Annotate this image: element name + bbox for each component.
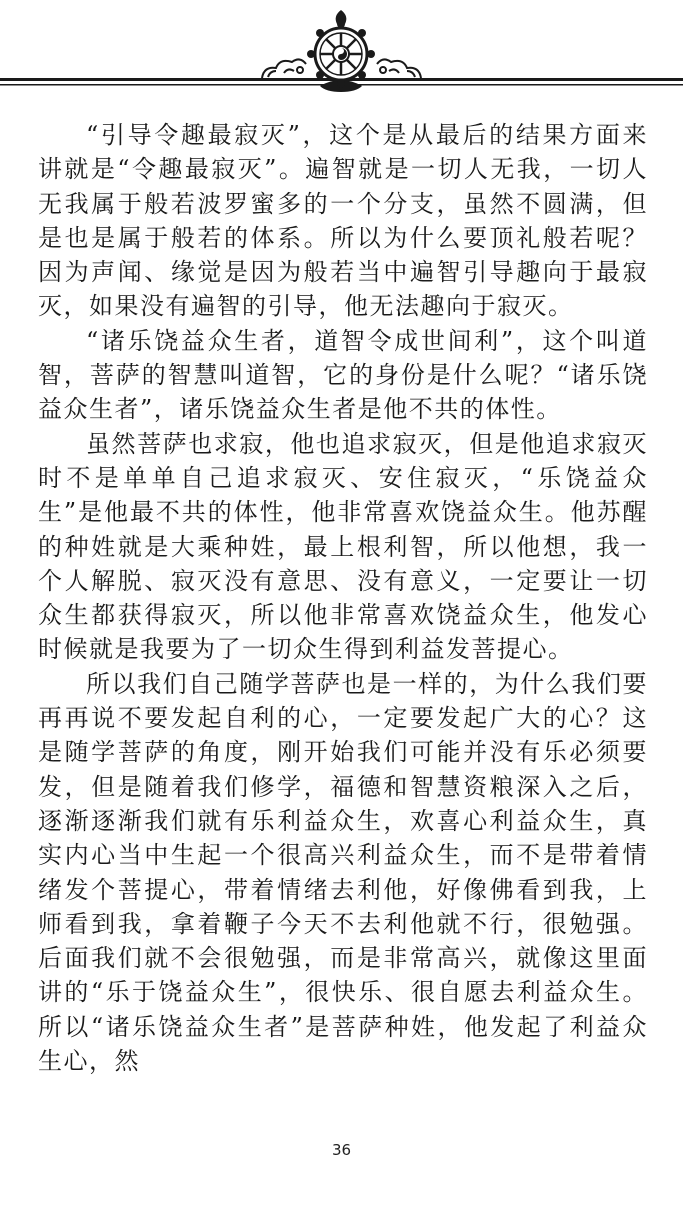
paragraph: 虽然菩萨也求寂，他也追求寂灭，但是他追求寂灭时不是单单自己追求寂灭、安住寂灭，“乐饶益众生”是他最不共的体性，他非常喜欢饶益众生。他苏醒的种姓就是大乘种姓，最上根利智，所以他想，我一个人解脱、寂灭没有意思、没有意义，一定要让一切众生都获得寂灭，所以他非常喜欢饶益众生，他发心时候就是我要为了一切众生得到利益发菩提心。 <box>38 429 648 664</box>
header-decoration <box>0 0 683 100</box>
paragraph: “引导令趣最寂灭”，这个是从最后的结果方面来讲就是“令趣最寂灭”。遍智就是一切人无我，一切人无我属于般若波罗蜜多的一个分支，虽然不圆满，但是也是属于般若的体系。所以为什么要顶礼般若呢？因为声闻、缘觉是因为般若当中遍智引导趣向于最寂灭，如果没有遍智的引导，他无法趣向于寂灭。 <box>38 121 648 321</box>
left-cloud-icon <box>262 59 306 78</box>
body-text <box>38 118 648 1078</box>
right-cloud-icon <box>377 59 421 78</box>
page-number: 36 <box>331 1141 352 1159</box>
paragraph: “诸乐饶益众生者，道智令成世间利”，这个叫道智，菩萨的智慧叫道智，它的身份是什么呢？“诸乐饶益众生者”，诸乐饶益众生者是他不共的体性。 <box>38 326 648 424</box>
page-header-ornament <box>0 0 683 100</box>
paragraph: 所以我们自己随学菩萨也是一样的，为什么我们要再再说不要发起自利的心，一定要发起广大的心？这是随学菩萨的角度，刚开始我们可能并没有乐必须要发，但是随着我们修学，福德和智慧资粮深入之后，逐渐逐渐我们就有乐利益众生，欢喜心利益众生，真实内心当中生起一个很高兴利益众生，而不是带着情绪发个菩提心，带着情绪去利他，好像佛看到我，上师看到我，拿着鞭子今天不去利他就不行，很勉强。后面我们就不会很勉强，而是非常高兴，就像这里面讲的“乐于饶益众生”，很快乐、很自愿去利益众生。所以“诸乐饶益众生者”是菩萨种姓，他发起了利益众生心，然 <box>38 669 648 1076</box>
